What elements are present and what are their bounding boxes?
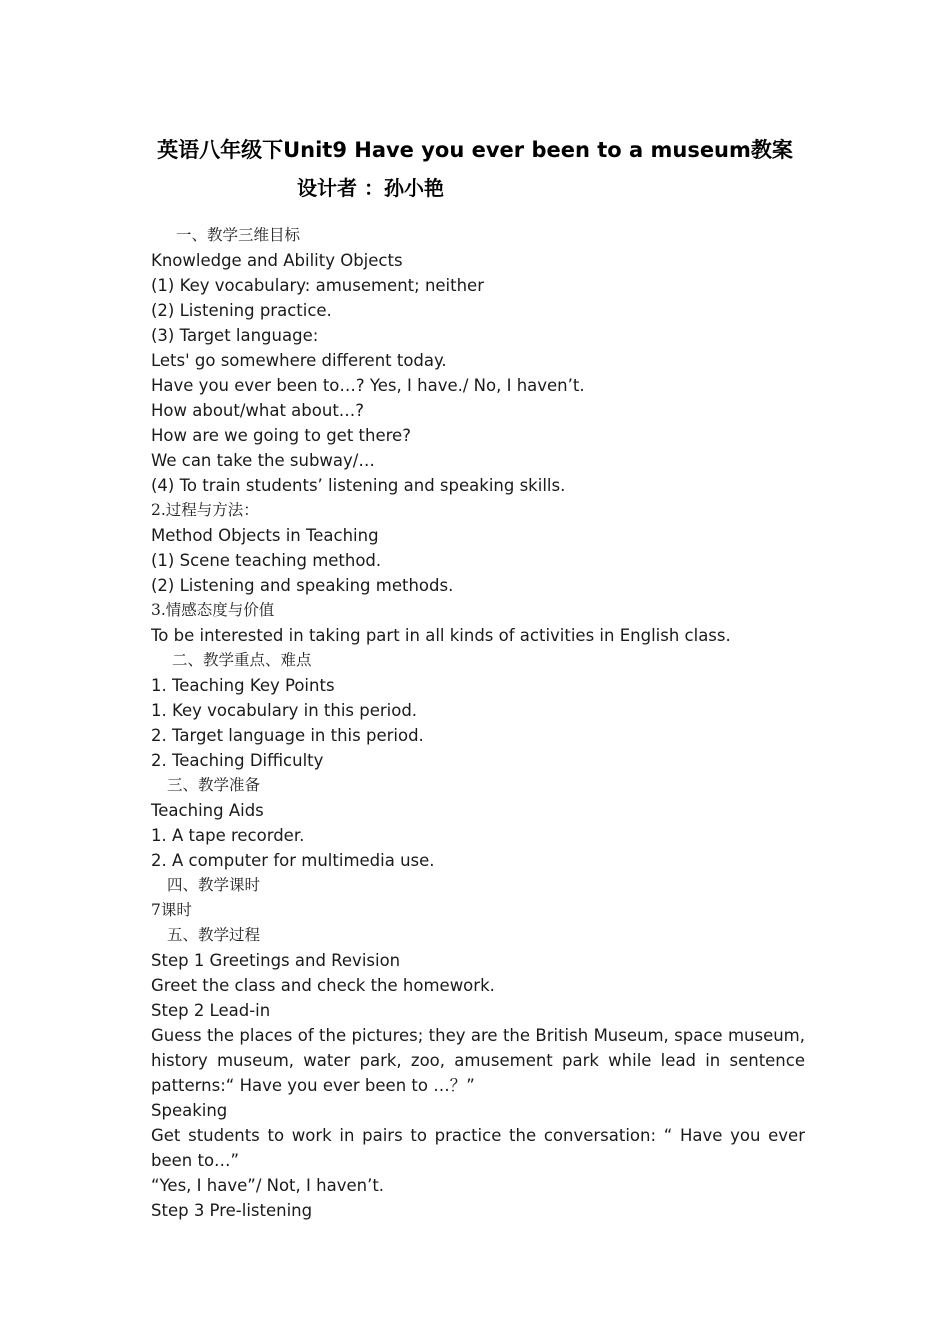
text-line: “Yes, I have”/ Not, I haven’t. — [151, 1176, 385, 1195]
section-heading-key-points: 二、教学重点、难点 — [172, 651, 312, 669]
text-line: (1) Scene teaching method. — [151, 551, 382, 570]
subheading-process-method: 2.过程与方法： — [151, 501, 259, 519]
text-line: 1. Key vocabulary in this period. — [151, 701, 418, 720]
text-line: Greet the class and check the homework. — [151, 976, 495, 995]
text-line: (1) Key vocabulary: amusement; neither — [151, 276, 484, 295]
text-line: 2. A computer for multimedia use. — [151, 851, 435, 870]
text-line: (2) Listening practice. — [151, 301, 332, 320]
section-heading-objectives: 一、教学三维目标 — [176, 226, 301, 244]
text-line: We can take the subway/… — [151, 451, 375, 470]
text-line: Method Objects in Teaching — [151, 526, 379, 545]
text-line: 7课时 — [151, 901, 192, 919]
section-heading-periods: 四、教学课时 — [167, 876, 261, 894]
subheading-attitude-values: 3.情感态度与价值 — [151, 601, 275, 619]
section-heading-preparation: 三、教学准备 — [167, 776, 261, 794]
text-line: 1. Teaching Key Points — [151, 676, 335, 695]
text-line: 2. Teaching Difficulty — [151, 751, 324, 770]
text-line: (3) Target language: — [151, 326, 319, 345]
paragraph-lead-in: Guess the places of the pictures; they are the British Museum, space museum, history museum, water park, zoo, amusement park while lead in sentence patterns:“ Have you ever been to …？” — [151, 1026, 805, 1095]
text-line: How about/what about…? — [151, 401, 365, 420]
text-line: (4) To train students’ listening and speaking skills. — [151, 476, 566, 495]
text-line: Have you ever been to…? Yes, I have./ No, I haven’t. — [151, 376, 585, 395]
text-line: Speaking — [151, 1101, 228, 1120]
text-line: (2) Listening and speaking methods. — [151, 576, 454, 595]
text-line: Step 3 Pre-listening — [151, 1201, 313, 1220]
text-line: Step 1 Greetings and Revision — [151, 951, 401, 970]
text-line: 2. Target language in this period. — [151, 726, 424, 745]
section-heading-procedure: 五、教学过程 — [167, 926, 261, 944]
designer-line: 设计者 ：孙小艳 — [297, 176, 444, 200]
text-line: Lets' go somewhere different today. — [151, 351, 447, 370]
text-line: To be interested in taking part in all kinds of activities in English class. — [151, 626, 731, 645]
text-line: How are we going to get there? — [151, 426, 411, 445]
text-line: Knowledge and Ability Objects — [151, 251, 403, 270]
text-line: Teaching Aids — [151, 801, 264, 820]
paragraph-speaking: Get students to work in pairs to practice the conversation: “ Have you ever been to…” — [151, 1126, 805, 1170]
text-line: Step 2 Lead-in — [151, 1001, 271, 1020]
document-body — [151, 223, 805, 1223]
text-line: 1. A tape recorder. — [151, 826, 305, 845]
document-title: 英语八年级下Unit9 Have you ever been to a museum教案 — [157, 138, 793, 162]
